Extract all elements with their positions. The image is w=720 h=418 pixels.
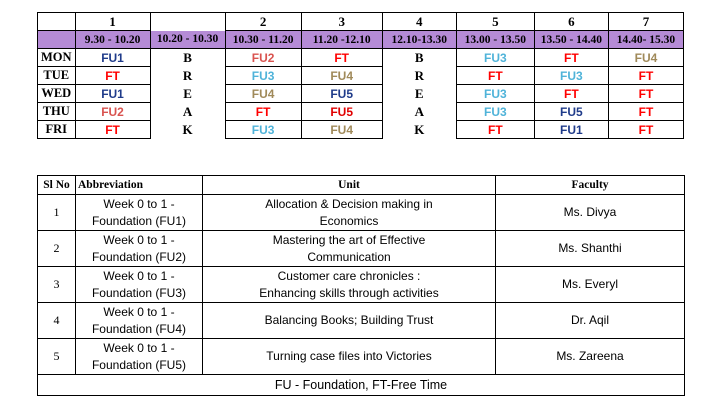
unit-cell [203,303,496,339]
day-label: WED [38,85,76,103]
unit-cell-line: Turning case files into Victories [266,349,432,363]
time-slot-cell: 10.20 - 10.30 [150,31,225,49]
unit-cell [203,231,496,267]
class-cell: FU4 [301,121,382,139]
time-slot-cell: 10.30 - 11.20 [225,31,301,49]
faculty-header: Faculty [496,176,685,195]
break-letter: K [150,121,225,139]
abbreviation-cell-line: Foundation (FU1) [91,213,187,228]
time-slot-cell: 14.40- 15.30 [608,31,683,49]
day-row [38,85,684,103]
abbreviation-header: Abbreviation [76,176,203,195]
sl-no-cell: 3 [38,267,76,303]
day-label: FRI [38,121,76,139]
class-cell: FU4 [608,49,683,67]
unit-cell-line: Economics [319,213,379,228]
time-slot-cell: 12.10-13.30 [382,31,456,49]
break-letter: A [382,103,456,121]
class-cell: FU2 [75,103,150,121]
day-label: MON [38,49,76,67]
class-cell: FT [225,103,301,121]
class-cell: FU2 [225,49,301,67]
abbreviation-cell [76,267,203,303]
break-letter: B [382,49,456,67]
day-row [38,103,684,121]
class-cell: FU1 [75,49,150,67]
abbreviation-cell [76,303,203,339]
class-cell: FU4 [301,67,382,85]
unit-row [38,267,685,303]
class-cell: FU3 [456,49,534,67]
faculty-cell: Dr. Aqil [496,303,685,339]
sl-no-cell: 4 [38,303,76,339]
sl-no-header: Sl No [38,176,76,195]
period-header-cell: 3 [301,13,382,31]
class-cell: FU5 [301,85,382,103]
class-cell: FU4 [225,85,301,103]
units-header-row [38,176,685,195]
class-cell: FU3 [456,85,534,103]
abbreviation-cell-line: Week 0 to 1 - [103,340,175,355]
unit-cell [203,267,496,303]
unit-cell-line: Customer care chronicles : [277,268,421,283]
class-cell: FT [608,103,683,121]
class-cell: FT [75,121,150,139]
time-slot-cell [38,31,76,49]
class-cell: FT [608,67,683,85]
unit-cell [203,195,496,231]
break-letter: R [382,67,456,85]
period-header-cell: 6 [534,13,608,31]
class-cell: FT [534,49,608,67]
period-number-row [38,13,684,31]
class-cell: FU5 [534,103,608,121]
time-slot-cell: 13.50 - 14.40 [534,31,608,49]
unit-row [38,303,685,339]
period-header-cell: 1 [75,13,150,31]
class-cell: FT [456,121,534,139]
class-cell: FU3 [225,121,301,139]
class-cell: FU5 [301,103,382,121]
class-cell: FT [301,49,382,67]
faculty-cell: Ms. Everyl [496,267,685,303]
break-letter: R [150,67,225,85]
abbreviation-cell-line: Foundation (FU2) [91,249,187,264]
period-header-cell: 4 [382,13,456,31]
day-row [38,49,684,67]
sl-no-cell: 5 [38,339,76,375]
unit-cell-line: Communication [307,249,391,264]
period-header-cell [38,13,76,31]
abbreviation-cell-line: Week 0 to 1 - [103,232,175,247]
unit-row [38,231,685,267]
faculty-cell: Ms. Zareena [496,339,685,375]
time-slot-cell: 13.00 - 13.50 [456,31,534,49]
unit-cell-line: Mastering the art of Effective [272,232,426,247]
class-cell: FT [456,67,534,85]
period-header-cell: 7 [608,13,683,31]
unit-cell-line: Enhancing skills through activities [259,285,439,300]
break-letter: E [382,85,456,103]
period-header-cell [150,13,225,31]
abbreviation-cell-line: Week 0 to 1 - [103,304,175,319]
abbreviation-cell [76,339,203,375]
time-slot-cell: 9.30 - 10.20 [75,31,150,49]
sl-no-cell: 2 [38,231,76,267]
unit-header: Unit [203,176,496,195]
unit-cell [203,339,496,375]
abbreviation-cell-line: Foundation (FU4) [91,321,187,336]
day-label: THU [38,103,76,121]
abbreviation-cell-line: Week 0 to 1 - [103,196,175,211]
unit-row [38,195,685,231]
class-cell: FT [75,67,150,85]
unit-cell-line: Allocation & Decision making in [265,196,433,211]
day-row [38,67,684,85]
timetable [37,12,684,139]
class-cell: FU3 [456,103,534,121]
break-letter: A [150,103,225,121]
class-cell: FU3 [225,67,301,85]
legend-row [38,375,685,396]
legend-text: FU - Foundation, FT-Free Time [38,375,685,396]
break-letter: K [382,121,456,139]
abbreviation-cell [76,195,203,231]
sl-no-cell: 1 [38,195,76,231]
time-slot-cell: 11.20 -12.10 [301,31,382,49]
class-cell: FT [534,85,608,103]
period-header-cell: 5 [456,13,534,31]
class-cell: FU3 [534,67,608,85]
time-slot-row [38,31,684,49]
class-cell: FT [608,85,683,103]
period-header-cell: 2 [225,13,301,31]
units-table [37,175,685,396]
class-cell: FT [608,121,683,139]
class-cell: FU1 [534,121,608,139]
abbreviation-cell-line: Foundation (FU3) [91,285,187,300]
abbreviation-cell [76,231,203,267]
break-letter: E [150,85,225,103]
unit-row [38,339,685,375]
abbreviation-cell-line: Foundation (FU5) [91,357,187,372]
faculty-cell: Ms. Divya [496,195,685,231]
faculty-cell: Ms. Shanthi [496,231,685,267]
abbreviation-cell-line: Week 0 to 1 - [103,268,175,283]
unit-cell-line: Balancing Books; Building Trust [264,313,434,327]
break-letter: B [150,49,225,67]
day-row [38,121,684,139]
class-cell: FU1 [75,85,150,103]
day-label: TUE [38,67,76,85]
